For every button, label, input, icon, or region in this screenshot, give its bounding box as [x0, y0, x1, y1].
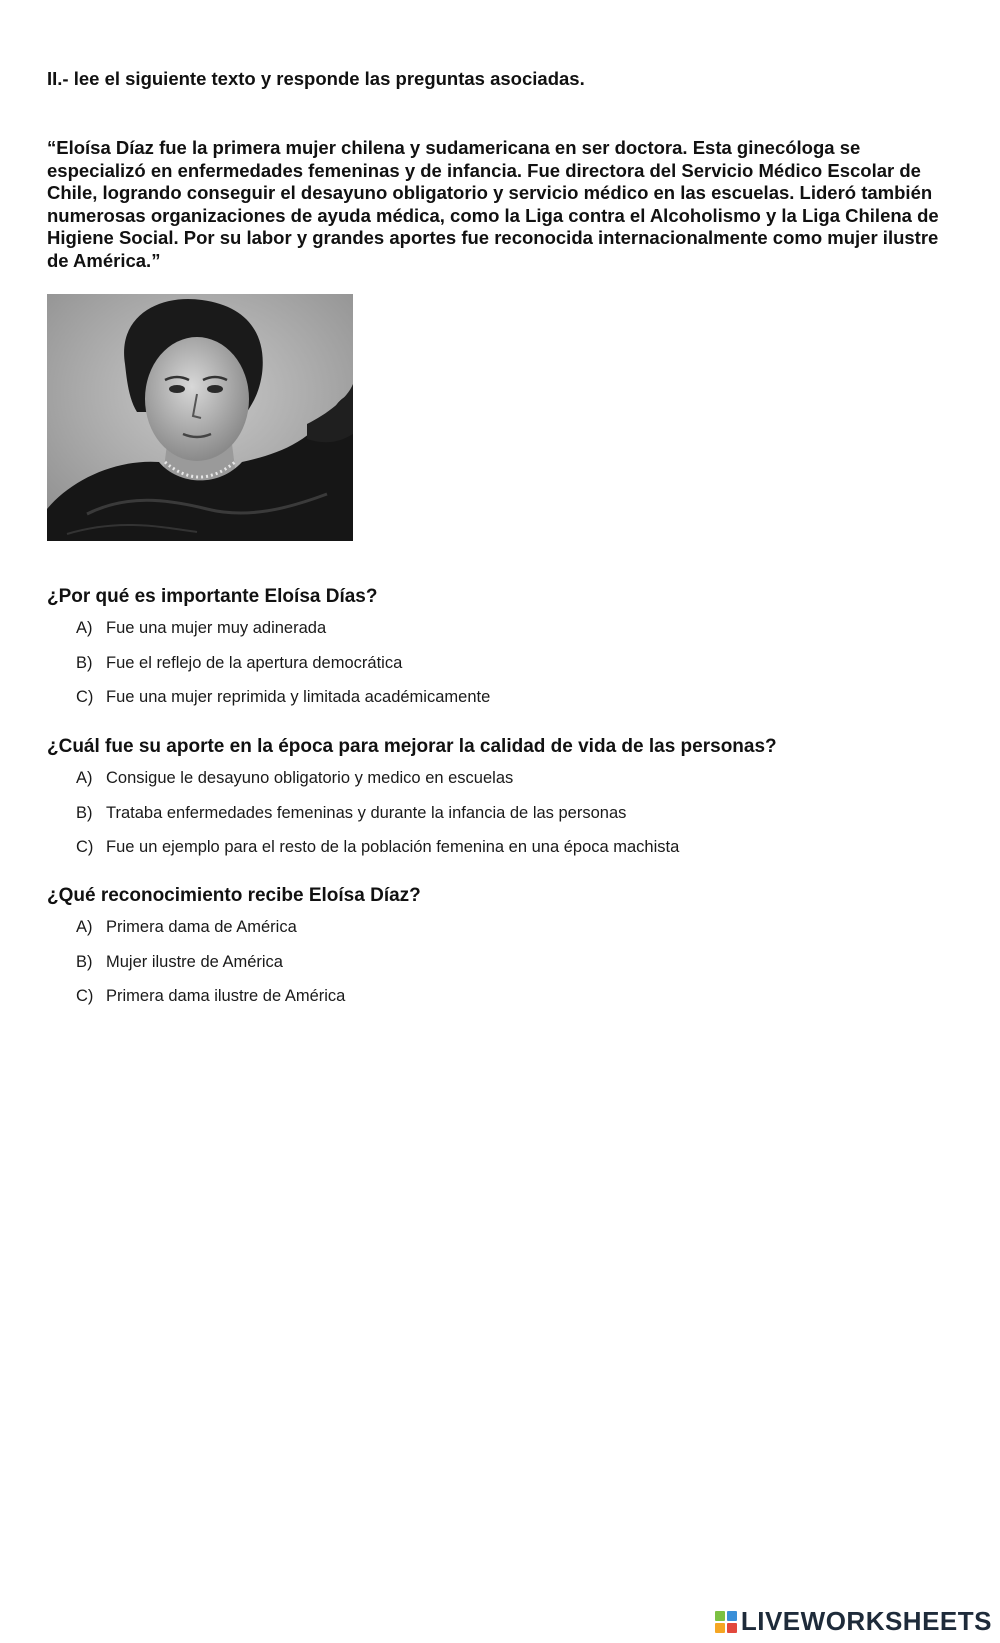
question-3-options	[76, 918, 345, 1022]
question-2-options	[76, 769, 679, 873]
option-letter: C)	[76, 688, 94, 706]
option-b[interactable]	[76, 804, 679, 839]
option-letter: B)	[76, 653, 93, 672]
option-c[interactable]	[76, 987, 345, 1022]
option-text: Fue un ejemplo para el resto de la población femenina en una época machista	[106, 838, 680, 856]
logo-block-green	[715, 1611, 725, 1621]
option-text: Fue una mujer muy adinerada	[106, 619, 327, 637]
option-b[interactable]	[76, 953, 345, 988]
option-letter: A)	[76, 619, 93, 637]
option-letter: B)	[76, 952, 93, 971]
option-text: Fue una mujer reprimida y limitada académicamente	[106, 688, 491, 706]
option-letter: C)	[76, 987, 94, 1005]
logo-text: LIVEWORKSHEETS	[740, 1606, 992, 1636]
option-letter: A)	[76, 918, 93, 936]
option-a[interactable]	[76, 769, 679, 804]
option-text: Primera dama ilustre de América	[106, 987, 346, 1005]
logo-block-red	[727, 1623, 737, 1633]
option-text: Consigue le desayuno obligatorio y medico en escuelas	[106, 769, 514, 787]
question-1: ¿Por qué es importante Eloísa Días?	[47, 586, 378, 607]
option-text: Fue el reflejo de la apertura democrática	[106, 653, 403, 672]
instruction: II.- lee el siguiente texto y responde las preguntas asociadas.	[47, 68, 585, 89]
portrait-photo	[47, 294, 353, 541]
option-letter: C)	[76, 838, 94, 856]
option-c[interactable]	[76, 688, 490, 723]
question-2: ¿Cuál fue su aporte en la época para mejorar la calidad de vida de las personas?	[47, 736, 777, 757]
option-b[interactable]	[76, 654, 490, 689]
liveworksheets-logo	[715, 1606, 992, 1637]
logo-block-orange	[715, 1623, 725, 1633]
option-text: Primera dama de América	[106, 918, 297, 936]
question-1-options	[76, 619, 490, 723]
question-3: ¿Qué reconocimiento recibe Eloísa Díaz?	[47, 885, 421, 906]
logo-block-blue	[727, 1611, 737, 1621]
option-a[interactable]	[76, 918, 345, 953]
option-a[interactable]	[76, 619, 490, 654]
option-text: Trataba enfermedades femeninas y durante la infancia de las personas	[106, 803, 627, 822]
option-text: Mujer ilustre de América	[106, 952, 283, 971]
logo-blocks-icon	[715, 1611, 737, 1633]
option-letter: A)	[76, 769, 93, 787]
option-letter: B)	[76, 803, 93, 822]
option-c[interactable]	[76, 838, 679, 873]
passage: “Eloísa Díaz fue la primera mujer chilena y sudamericana en ser doctora. Esta ginecóloga se especializó en enfermedades femeninas y de infancia. Fue directora del Servicio Médico Escolar de Chile, logrando conseguir el desayuno obligatorio y servicio médico en las escuelas. Lideró también numerosas organizaciones de ayuda médica, como la Liga contra el Alcoholismo y la Liga Chilena de Higiene Social. Por su labor y grandes aportes fue reconocida internacionalmente como mujer ilustre de América.”	[47, 137, 939, 271]
